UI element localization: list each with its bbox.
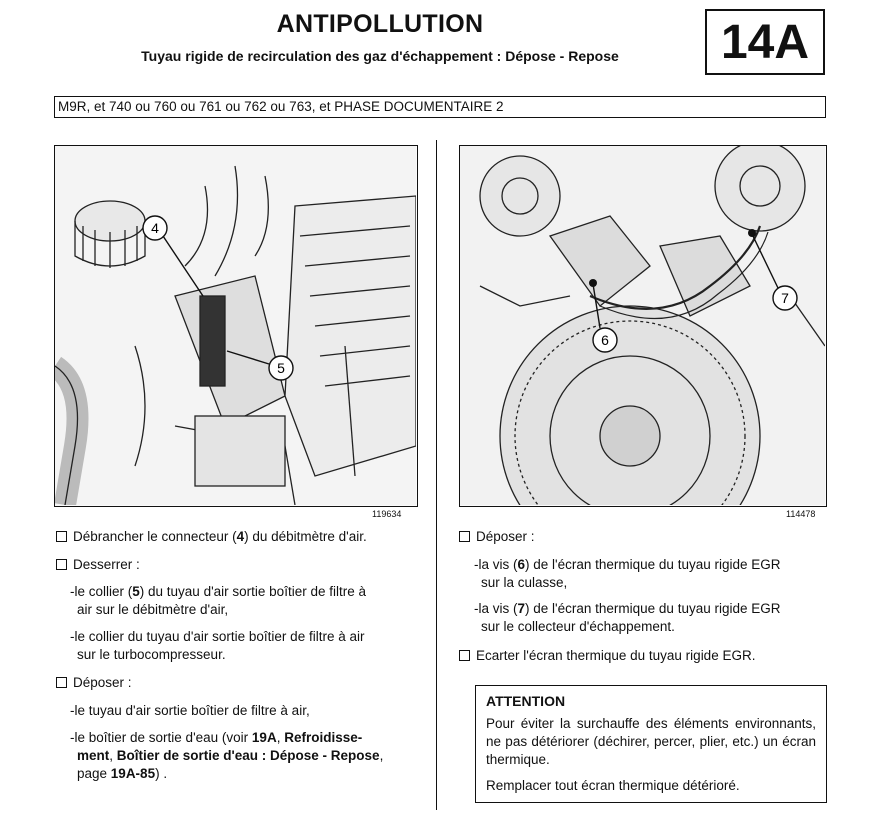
figure-egr-heat-shield-drawing xyxy=(460,146,825,505)
right-item-2: -la vis (7) de l'écran thermique du tuyau rigide EGR sur le collecteur d'échappement. xyxy=(474,601,781,634)
checkbox-bullet-icon xyxy=(56,677,67,688)
figure-engine-airflow xyxy=(54,145,418,507)
left-step-3-item-1: -le tuyau d'air sortie boîtier de filtre à air, xyxy=(70,703,310,718)
figure-2-reference: 114478 xyxy=(786,509,816,519)
left-step-2-item-1: -le collier (5) du tuyau d'air sortie boîtier de filtre à air sur le débitmètre d'air, xyxy=(70,584,366,617)
callout-5-label: 5 xyxy=(277,360,285,376)
left-step-3-item-2: -le boîtier de sortie d'eau (voir 19A, Refroidisse- ment, Boîtier de sortie d'eau : Dépose - Repose, page 19A-85) . xyxy=(70,730,384,781)
attention-title: ATTENTION xyxy=(486,693,566,709)
checkbox-bullet-icon xyxy=(459,650,470,661)
attention-text-1: Pour éviter la surchauffe des éléments environnants, ne pas détériorer (déchirer, percer, plier, etc.) un écran thermique. xyxy=(486,716,816,767)
column-divider xyxy=(436,140,437,810)
attention-text-2: Remplacer tout écran thermique détérioré. xyxy=(486,778,740,793)
attention-box xyxy=(475,685,827,803)
callout-6-label: 6 xyxy=(601,332,609,348)
right-step-2: Ecarter l'écran thermique du tuyau rigide EGR. xyxy=(459,647,755,665)
figure-1-reference: 119634 xyxy=(372,509,402,519)
applicability-bar: M9R, et 740 ou 760 ou 761 ou 762 ou 763, et PHASE DOCUMENTAIRE 2 xyxy=(54,96,826,118)
checkbox-bullet-icon xyxy=(56,559,67,570)
section-code-box: 14A xyxy=(705,9,825,75)
figure-egr-heat-shield xyxy=(459,145,827,507)
left-step-1: Débrancher le connecteur (4) du débitmètre d'air. xyxy=(56,528,367,546)
page-subtitle: Tuyau rigide de recirculation des gaz d'échappement : Dépose - Repose xyxy=(141,48,619,64)
page-title: ANTIPOLLUTION xyxy=(276,10,484,38)
callout-4-label: 4 xyxy=(151,220,159,236)
figure-engine-airflow-drawing xyxy=(55,146,416,505)
left-step-3: Déposer : xyxy=(56,674,132,692)
right-step-1: Déposer : xyxy=(459,528,535,546)
right-item-1: -la vis (6) de l'écran thermique du tuyau rigide EGR sur la culasse, xyxy=(474,557,781,590)
checkbox-bullet-icon xyxy=(459,531,470,542)
left-step-2-item-2: -le collier du tuyau d'air sortie boîtier de filtre à air sur le turbocompresseur. xyxy=(70,629,365,662)
checkbox-bullet-icon xyxy=(56,531,67,542)
callout-7-label: 7 xyxy=(781,290,789,306)
left-step-2: Desserrer : xyxy=(56,556,140,574)
